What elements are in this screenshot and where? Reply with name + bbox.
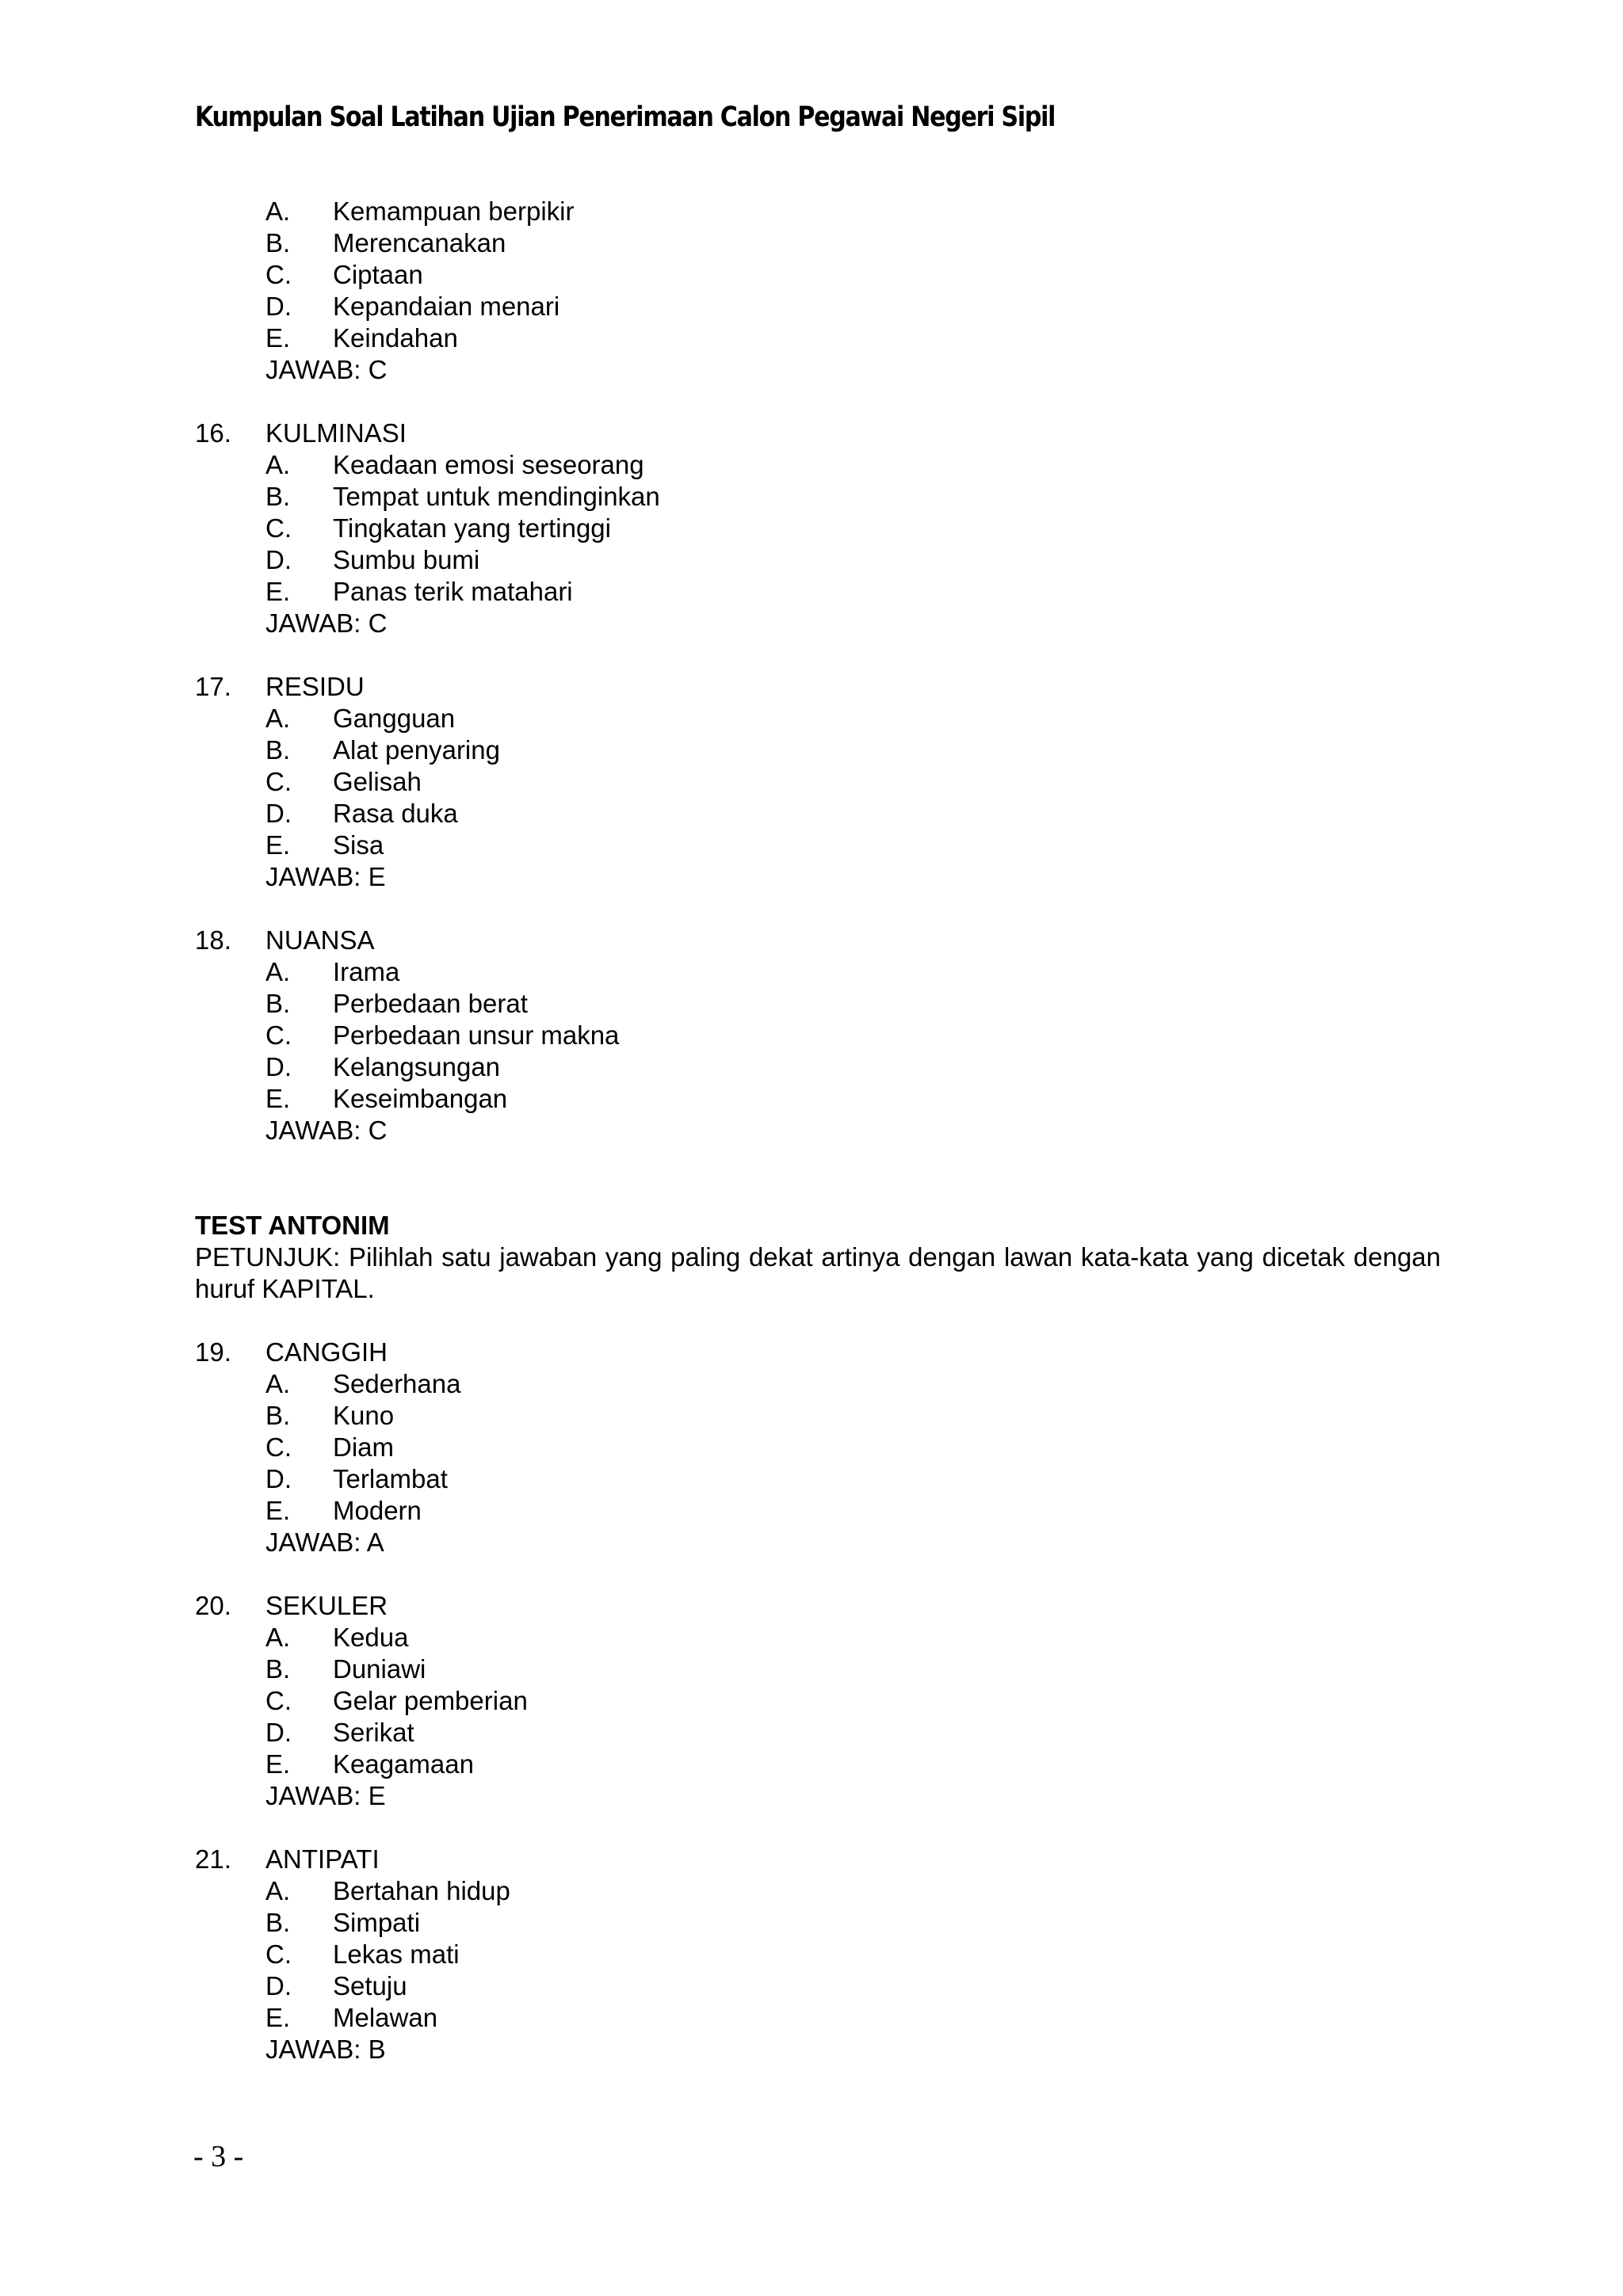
option-letter: D.: [265, 1052, 292, 1081]
option-letter: E.: [265, 1496, 291, 1525]
option-letter: A.: [265, 196, 291, 226]
option-text: Simpati: [333, 1908, 421, 1937]
continued-question: [195, 196, 1441, 386]
question-block: [195, 1590, 1441, 1812]
question-word: ANTIPATI: [265, 1844, 380, 1874]
section-title: TEST ANTONIM: [195, 1211, 390, 1240]
option-text: Duniawi: [333, 1654, 426, 1684]
question-stem: [195, 1590, 1441, 1622]
option-text: Keindahan: [333, 323, 458, 353]
option-text: Tingkatan yang tertinggi: [333, 513, 611, 543]
question-block: [195, 1337, 1441, 1558]
question-word: KULMINASI: [265, 418, 407, 448]
option-text: Perbedaan berat: [333, 989, 528, 1018]
option-text: Gangguan: [333, 704, 456, 733]
option-item: [195, 830, 1441, 861]
option-item: [195, 227, 1441, 259]
option-letter: A.: [265, 1623, 291, 1652]
option-item: [195, 734, 1441, 766]
option-item: [195, 322, 1441, 354]
option-letter: E.: [265, 1749, 291, 1779]
option-item: [195, 1432, 1441, 1463]
option-text: Keagamaan: [333, 1749, 474, 1779]
question-number: 19.: [195, 1337, 231, 1367]
option-letter: D.: [265, 545, 292, 574]
question-block: [195, 418, 1441, 639]
option-text: Perbedaan unsur makna: [333, 1020, 620, 1050]
option-letter: B.: [265, 989, 291, 1018]
option-text: Melawan: [333, 2003, 438, 2032]
option-letter: B.: [265, 1654, 291, 1684]
option-item: [195, 291, 1441, 322]
question-stem: [195, 418, 1441, 449]
option-letter: B.: [265, 1401, 291, 1430]
option-letter: E.: [265, 577, 291, 606]
spacer: [195, 639, 1441, 671]
option-item: [195, 576, 1441, 608]
option-letter: D.: [265, 1971, 292, 2000]
option-text: Serikat: [333, 1718, 414, 1747]
option-text: Alat penyaring: [333, 735, 500, 765]
option-letter: D.: [265, 292, 292, 321]
option-item: [195, 798, 1441, 830]
section-antonym: [195, 1210, 1441, 1305]
option-letter: D.: [265, 1464, 292, 1493]
option-letter: E.: [265, 1084, 291, 1113]
option-letter: A.: [265, 957, 291, 986]
option-text: Panas terik matahari: [333, 577, 573, 606]
option-text: Lekas mati: [333, 1939, 460, 1969]
option-text: Irama: [333, 957, 400, 986]
answer-key: JAWAB: B: [265, 2035, 386, 2064]
option-item: [195, 1020, 1441, 1051]
option-text: Kedua: [333, 1623, 409, 1652]
option-item: [195, 956, 1441, 988]
question-stem: [195, 1844, 1441, 1875]
option-letter: B.: [265, 482, 291, 511]
option-text: Modern: [333, 1496, 422, 1525]
option-letter: B.: [265, 1908, 291, 1937]
option-text: Kemampuan berpikir: [333, 196, 575, 226]
option-item: [195, 1970, 1441, 2002]
option-letter: E.: [265, 323, 291, 353]
answer-key: JAWAB: C: [265, 608, 388, 638]
spacer: [195, 1305, 1441, 1337]
question-word: SEKULER: [265, 1591, 388, 1620]
option-text: Ciptaan: [333, 260, 423, 289]
option-text: Gelisah: [333, 767, 422, 796]
page-header-title: Kumpulan Soal Latihan Ujian Penerimaan Calon Pegawai Negeri Sipil: [195, 101, 1056, 133]
option-letter: A.: [265, 1876, 291, 1905]
option-item: [195, 1749, 1441, 1780]
option-letter: E.: [265, 2003, 291, 2032]
option-letter: B.: [265, 228, 291, 257]
question-word: CANGGIH: [265, 1337, 388, 1367]
option-item: [195, 259, 1441, 291]
page-number: - 3 -: [193, 2140, 244, 2173]
option-item: [195, 1653, 1441, 1685]
option-text: Tempat untuk mendinginkan: [333, 482, 660, 511]
section-instruction: PETUNJUK: Pilihlah satu jawaban yang paling dekat artinya dengan lawan kata-kata yang dicetak dengan huruf KAPITAL.: [195, 1242, 1441, 1303]
option-letter: D.: [265, 799, 292, 828]
option-item: [195, 2002, 1441, 2034]
question-stem: [195, 1337, 1441, 1368]
question-number: 16.: [195, 418, 231, 448]
option-item: [195, 703, 1441, 734]
option-item: [195, 1907, 1441, 1939]
option-item: [195, 1083, 1441, 1115]
option-item: [195, 1463, 1441, 1495]
question-stem: [195, 671, 1441, 703]
spacer: [195, 893, 1441, 925]
answer-key: JAWAB: C: [265, 355, 388, 384]
question-word: RESIDU: [265, 672, 365, 701]
option-item: [195, 1875, 1441, 1907]
question-group: [195, 386, 1441, 1146]
option-letter: C.: [265, 1432, 292, 1462]
option-text: Sederhana: [333, 1369, 461, 1398]
option-item: [195, 1717, 1441, 1749]
option-text: Sisa: [333, 830, 384, 860]
question-number: 20.: [195, 1591, 231, 1620]
option-text: Terlambat: [333, 1464, 448, 1493]
option-item: [195, 766, 1441, 798]
option-item: [195, 196, 1441, 227]
spacer: [195, 386, 1441, 418]
option-item: [195, 1622, 1441, 1653]
option-letter: C.: [265, 1939, 292, 1969]
option-letter: C.: [265, 1020, 292, 1050]
question-number: 17.: [195, 672, 231, 701]
option-item: [195, 1685, 1441, 1717]
answer-key: JAWAB: E: [265, 862, 386, 891]
option-letter: A.: [265, 704, 291, 733]
option-text: Keseimbangan: [333, 1084, 508, 1113]
spacer: [195, 1146, 1441, 1178]
question-block: [195, 1844, 1441, 2065]
question-word: NUANSA: [265, 925, 375, 955]
option-letter: C.: [265, 1686, 292, 1715]
question-group: [195, 1305, 1441, 2065]
spacer: [195, 1812, 1441, 1844]
answer-key: JAWAB: E: [265, 1781, 386, 1810]
document-content: [195, 196, 1441, 2065]
option-text: Kepandaian menari: [333, 292, 560, 321]
option-text: Merencanakan: [333, 228, 506, 257]
option-text: Keadaan emosi seseorang: [333, 450, 644, 479]
option-item: [195, 1368, 1441, 1400]
option-text: Rasa duka: [333, 799, 458, 828]
spacer: [195, 1558, 1441, 1590]
answer-key: JAWAB: C: [265, 1116, 388, 1145]
option-letter: B.: [265, 735, 291, 765]
question-number: 18.: [195, 925, 231, 955]
option-text: Sumbu bumi: [333, 545, 480, 574]
option-letter: C.: [265, 260, 292, 289]
option-list: [195, 196, 1441, 354]
option-item: [195, 988, 1441, 1020]
option-letter: C.: [265, 767, 292, 796]
option-text: Diam: [333, 1432, 395, 1462]
spacer: [195, 1178, 1441, 1210]
option-item: [195, 481, 1441, 513]
option-letter: E.: [265, 830, 291, 860]
question-block: [195, 671, 1441, 893]
option-letter: D.: [265, 1718, 292, 1747]
option-letter: A.: [265, 1369, 291, 1398]
option-item: [195, 1051, 1441, 1083]
option-text: Setuju: [333, 1971, 407, 2000]
option-text: Gelar pemberian: [333, 1686, 528, 1715]
option-text: Kuno: [333, 1401, 395, 1430]
option-letter: C.: [265, 513, 292, 543]
option-item: [195, 1939, 1441, 1970]
option-item: [195, 513, 1441, 544]
option-item: [195, 1400, 1441, 1432]
question-block: [195, 925, 1441, 1146]
option-letter: A.: [265, 450, 291, 479]
question-number: 21.: [195, 1844, 231, 1874]
option-item: [195, 449, 1441, 481]
option-item: [195, 544, 1441, 576]
option-text: Bertahan hidup: [333, 1876, 510, 1905]
answer-key: JAWAB: A: [265, 1527, 384, 1557]
option-text: Kelangsungan: [333, 1052, 501, 1081]
option-item: [195, 1495, 1441, 1527]
question-stem: [195, 925, 1441, 956]
